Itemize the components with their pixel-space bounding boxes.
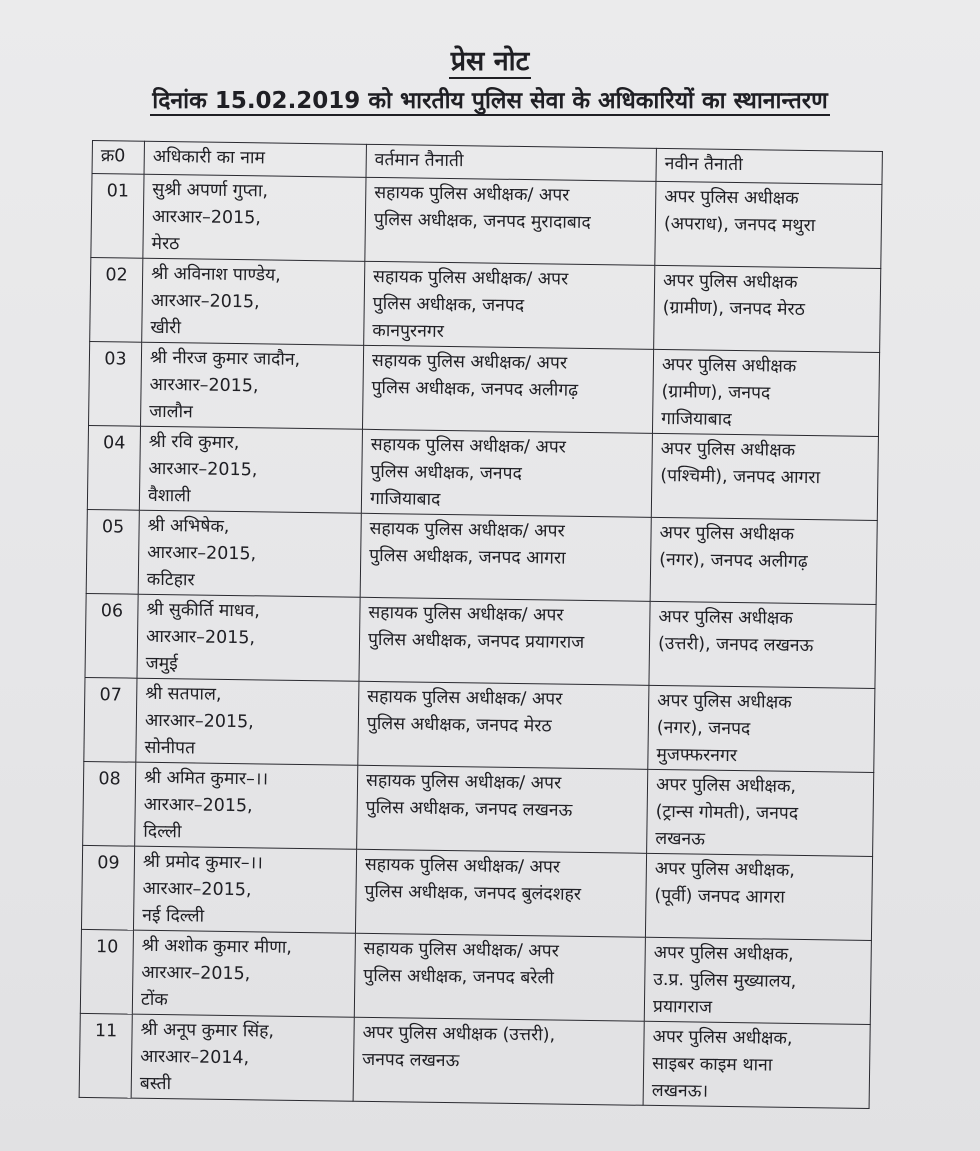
- current-posting-line: कानपुरनगर: [372, 320, 445, 342]
- officer-name-line: आरआर–2015,: [149, 374, 259, 397]
- table-row: [80, 929, 871, 1024]
- serial-number: 03: [89, 341, 142, 426]
- officer-name-line: आरआर–2014,: [140, 1046, 250, 1069]
- officer-name-line: नई दिल्ली: [142, 905, 205, 927]
- new-posting-line: अपर पुलिस अधीक्षक,: [653, 942, 794, 965]
- officer-name-line: सुश्री अपर्णा गुप्ता,: [152, 179, 269, 202]
- officer-name-line: श्री अभिषेक,: [147, 515, 230, 537]
- header-new-posting: नवीन तैनाती: [656, 148, 882, 184]
- officer-name-cell: [132, 930, 355, 1017]
- new-posting-cell: [643, 1021, 870, 1108]
- officer-name-line: श्री रवि कुमार,: [148, 431, 240, 454]
- current-posting-line: सहायक पुलिस अधीक्षक/ अपर: [367, 686, 563, 710]
- officer-name-line: श्री प्रमोद कुमार–।।: [142, 851, 263, 874]
- officer-name-cell: [138, 510, 361, 597]
- officer-name-cell: [137, 594, 360, 681]
- new-posting-line: (उत्तरी), जनपद लखनऊ: [657, 633, 814, 657]
- table-row: [86, 509, 877, 604]
- officer-name-line: सोनीपत: [144, 737, 196, 759]
- current-posting-cell: [357, 765, 648, 853]
- officer-name-cell: [142, 258, 365, 345]
- officer-name-line: वैशाली: [147, 485, 191, 507]
- serial-number: 11: [79, 1013, 132, 1098]
- subtitle-text: दिनांक 15.02.2019 को भारतीय पुलिस सेवा के अधिकारियों का स्थानान्तरण: [152, 88, 828, 114]
- officer-name-line: श्री अमित कुमार–।।: [143, 767, 269, 790]
- officer-name-line: श्री अनूप कुमार सिंह,: [140, 1019, 275, 1042]
- officer-name-line: श्री सुकीर्ति माधव,: [146, 599, 260, 622]
- officer-name-line: टोंक: [140, 989, 168, 1011]
- current-posting-line: पुलिस अधीक्षक, जनपद प्रयागराज: [367, 629, 585, 653]
- new-posting-line: अपर पुलिस अधीक्षक: [660, 438, 796, 461]
- new-posting-cell: [652, 349, 879, 436]
- serial-number: 10: [80, 929, 133, 1014]
- officer-name-line: जमुई: [145, 653, 178, 675]
- officer-name-line: श्री नीरज कुमार जादौन,: [149, 347, 301, 370]
- new-posting-line: लखनऊ: [655, 828, 706, 850]
- serial-number: 02: [90, 257, 143, 342]
- current-posting-cell: [358, 681, 649, 769]
- current-posting-cell: [361, 429, 652, 517]
- officer-name-line: आरआर–2015,: [141, 962, 251, 985]
- officer-name-line: दिल्ली: [143, 821, 182, 843]
- current-posting-cell: [353, 1017, 644, 1105]
- officer-name-line: आरआर–2015,: [142, 878, 252, 901]
- new-posting-cell: [650, 517, 877, 604]
- current-posting-line: सहायक पुलिस अधीक्षक/ अपर: [370, 434, 567, 458]
- header-current-posting: वर्तमान तैनाती: [366, 144, 656, 181]
- current-posting-cell: [355, 849, 646, 937]
- table-row: [83, 761, 874, 856]
- officer-name-line: आरआर–2015,: [148, 458, 258, 481]
- current-posting-line: अपर पुलिस अधीक्षक (उत्तरी),: [362, 1022, 556, 1046]
- current-posting-line: जनपद लखनऊ: [362, 1049, 460, 1072]
- serial-number: 08: [83, 761, 136, 846]
- new-posting-line: लखनऊ।: [651, 1080, 709, 1102]
- current-posting-line: सहायक पुलिस अधीक्षक/ अपर: [369, 518, 565, 542]
- current-posting-cell: [360, 513, 651, 601]
- new-posting-line: मुजफ्फरनगर: [656, 744, 738, 767]
- table-row: [85, 593, 876, 688]
- new-posting-cell: [645, 853, 872, 940]
- new-posting-line: अपर पुलिस अधीक्षक: [659, 522, 795, 545]
- officer-name-cell: [135, 762, 358, 849]
- current-posting-line: सहायक पुलिस अधीक्षक/ अपर: [365, 770, 562, 794]
- officer-name-line: आरआर–2015,: [145, 626, 256, 649]
- serial-number: 04: [87, 425, 140, 510]
- current-posting-line: पुलिस अधीक्षक, जनपद: [372, 293, 525, 317]
- current-posting-cell: [359, 597, 650, 685]
- new-posting-line: (ग्रामीण), जनपद: [661, 381, 771, 404]
- current-posting-line: पुलिस अधीक्षक, जनपद आगरा: [369, 545, 566, 569]
- new-posting-line: प्रयागराज: [652, 996, 713, 1018]
- transfer-table: [79, 140, 883, 1109]
- new-posting-cell: [654, 265, 881, 352]
- current-posting-cell: [364, 261, 655, 349]
- header-officer-name: अधिकारी का नाम: [144, 141, 366, 177]
- current-posting-cell: [354, 933, 645, 1021]
- serial-number: 05: [86, 509, 139, 594]
- current-posting-line: पुलिस अधीक्षक, जनपद: [370, 461, 522, 485]
- new-posting-cell: [647, 769, 874, 856]
- new-posting-line: उ.प्र. पुलिस मुख्यालय,: [653, 969, 797, 992]
- new-posting-line: (पूर्वी) जनपद आगरा: [654, 885, 785, 908]
- new-posting-line: अपर पुलिस अधीक्षक: [664, 186, 799, 209]
- officer-name-cell: [131, 1014, 354, 1101]
- officer-name-line: श्री सतपाल,: [145, 683, 222, 705]
- new-posting-line: अपर पुलिस अधीक्षक: [657, 690, 792, 713]
- new-posting-line: (अपराध), जनपद मथुरा: [663, 213, 816, 237]
- current-posting-cell: [365, 177, 656, 265]
- table-row: [89, 341, 880, 436]
- officer-name-line: मेरठ: [151, 233, 180, 255]
- serial-number: 09: [81, 845, 134, 930]
- serial-number: 01: [91, 174, 144, 259]
- current-posting-line: पुलिस अधीक्षक, जनपद मुरादाबाद: [373, 209, 591, 233]
- officer-name-cell: [141, 342, 364, 429]
- current-posting-line: सहायक पुलिस अधीक्षक/ अपर: [363, 938, 559, 962]
- new-posting-line: (ग्रामीण), जनपद मेरठ: [662, 297, 805, 320]
- new-posting-line: (पश्चिमी), जनपद आगरा: [660, 465, 821, 489]
- new-posting-line: अपर पुलिस अधीक्षक,: [652, 1026, 793, 1049]
- new-posting-line: अपर पुलिस अधीक्षक: [662, 270, 798, 293]
- new-posting-line: गाजियाबाद: [661, 408, 732, 430]
- current-posting-line: सहायक पुलिस अधीक्षक/ अपर: [368, 602, 564, 626]
- table-row: [90, 257, 881, 352]
- current-posting-line: सहायक पुलिस अधीक्षक/ अपर: [372, 266, 569, 290]
- new-posting-cell: [649, 601, 876, 688]
- officer-name-line: श्री अशोक कुमार मीणा,: [141, 935, 293, 958]
- officer-name-cell: [143, 174, 366, 261]
- officer-name-line: आरआर–2015,: [150, 290, 260, 313]
- current-posting-line: पुलिस अधीक्षक, जनपद बुलंदशहर: [364, 881, 582, 905]
- current-posting-line: सहायक पुलिस अधीक्षक/ अपर: [374, 182, 570, 206]
- officer-name-line: आरआर–2015,: [144, 710, 254, 733]
- header-serial: क्र0: [92, 141, 144, 175]
- table-row: [91, 174, 882, 269]
- officer-name-cell: [136, 678, 359, 765]
- officer-name-cell: [139, 426, 362, 513]
- new-posting-line: (नगर), जनपद अलीगढ़: [659, 549, 808, 573]
- new-posting-cell: [655, 181, 882, 268]
- new-posting-line: अपर पुलिस अधीक्षक: [658, 606, 793, 629]
- new-posting-line: अपर पुलिस अधीक्षक,: [654, 858, 795, 881]
- officer-name-line: श्री अविनाश पाण्डेय,: [150, 263, 281, 286]
- page-subtitle: [0, 84, 980, 118]
- officer-name-cell: [133, 846, 356, 933]
- page-title: [0, 44, 980, 80]
- current-posting-line: सहायक पुलिस अधीक्षक/ अपर: [364, 854, 561, 878]
- current-posting-line: पुलिस अधीक्षक, जनपद मेरठ: [366, 713, 552, 737]
- new-posting-line: (ट्रान्स गोमती), जनपद: [655, 801, 799, 824]
- new-posting-line: साइबर काइम थाना: [652, 1053, 773, 1076]
- new-posting-line: अपर पुलिस अधीक्षक: [661, 354, 797, 377]
- serial-number: 06: [85, 593, 138, 678]
- new-posting-line: (नगर), जनपद: [656, 717, 751, 740]
- current-posting-line: पुलिस अधीक्षक, जनपद अलीगढ़: [371, 377, 579, 401]
- officer-name-line: जालौन: [149, 401, 193, 423]
- table-row: [87, 425, 878, 520]
- new-posting-cell: [644, 937, 871, 1024]
- officer-name-line: खीरी: [150, 317, 182, 339]
- current-posting-line: सहायक पुलिस अधीक्षक/ अपर: [371, 350, 568, 374]
- serial-number: 07: [84, 677, 137, 762]
- new-posting-line: अपर पुलिस अधीक्षक,: [655, 774, 797, 797]
- title-text: प्रेस नोट: [450, 46, 530, 77]
- table-row: [79, 1013, 870, 1108]
- officer-name-line: आरआर–2015,: [151, 206, 261, 229]
- new-posting-cell: [648, 685, 875, 772]
- current-posting-line: गाजियाबाद: [369, 488, 441, 510]
- officer-name-line: कटिहार: [146, 569, 195, 591]
- officer-name-line: आरआर–2015,: [147, 542, 257, 565]
- officer-name-line: आरआर–2015,: [143, 794, 253, 817]
- officer-name-line: बस्ती: [139, 1073, 172, 1095]
- current-posting-line: पुलिस अधीक्षक, जनपद बरेली: [363, 965, 555, 989]
- table-row: [84, 677, 875, 772]
- new-posting-cell: [651, 433, 878, 520]
- current-posting-cell: [362, 345, 653, 433]
- table-row: [81, 845, 872, 940]
- current-posting-line: पुलिस अधीक्षक, जनपद लखनऊ: [365, 797, 573, 821]
